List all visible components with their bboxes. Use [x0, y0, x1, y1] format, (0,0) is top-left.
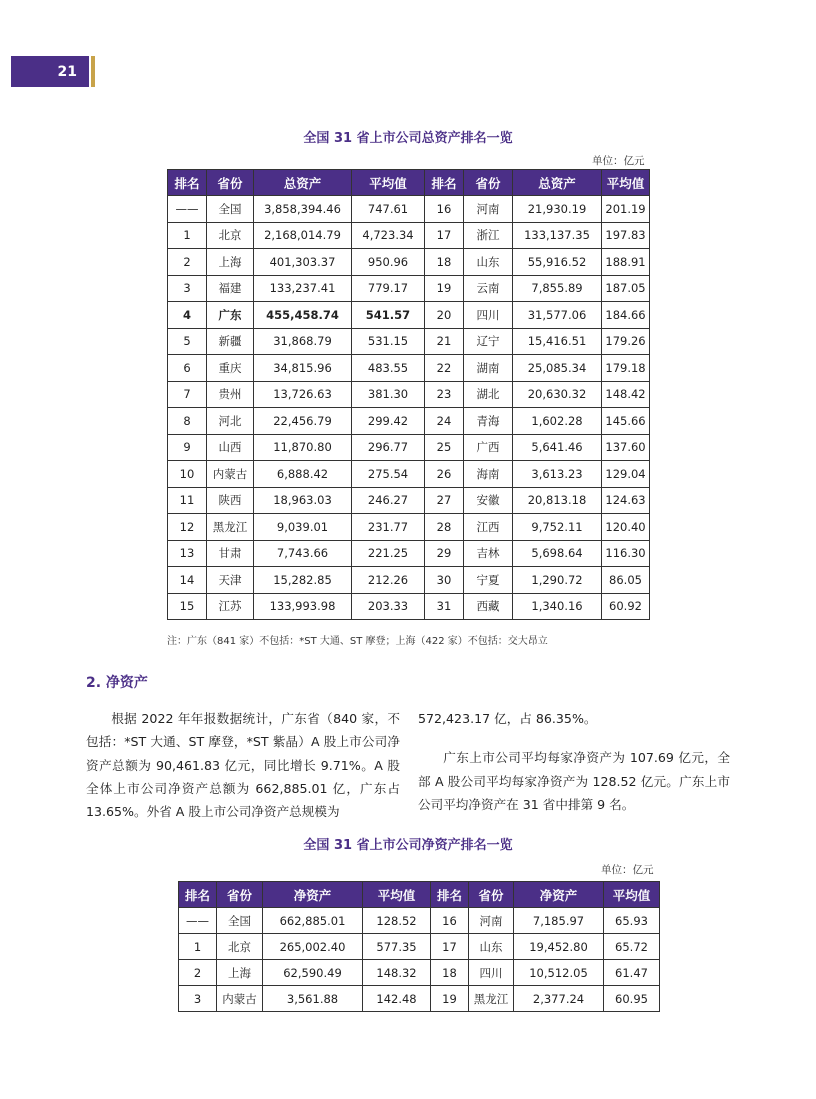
table-cell: 12	[168, 514, 207, 541]
table-cell: 275.54	[352, 461, 425, 488]
table-cell: 吉林	[464, 540, 513, 567]
table-cell: 128.52	[363, 908, 431, 934]
table-cell: 2,168,014.79	[254, 222, 352, 249]
table-cell: 8	[168, 408, 207, 435]
table-cell: 31,868.79	[254, 328, 352, 355]
table-cell: 18	[431, 960, 469, 986]
table-cell: 201.19	[602, 196, 650, 223]
table-cell: 133,237.41	[254, 275, 352, 302]
table-cell: 187.05	[602, 275, 650, 302]
table-row	[168, 461, 650, 488]
table-cell: 22,456.79	[254, 408, 352, 435]
table-cell: 65.93	[604, 908, 660, 934]
total-assets-table	[167, 169, 650, 620]
table-cell: 21,930.19	[513, 196, 602, 223]
table-cell: 重庆	[207, 355, 254, 382]
table-cell: 9	[168, 434, 207, 461]
col-header-net-assets: 净资产	[514, 882, 604, 908]
table-cell: 25,085.34	[513, 355, 602, 382]
table-cell: 23	[425, 381, 464, 408]
body-paragraph-1: 根据 2022 年年报数据统计，广东省（840 家，不包括：*ST 大通、ST 摩登，*ST 紫晶）A 股上市公司净资产总额为 90,461.83 亿元，同比增长 9.71%。A 股全体上市公司净资产总额为 662,885.01 亿，广东占 13.65%。外省 A 股上市公司净资产总规模为	[86, 711, 400, 820]
table-cell: 16	[431, 908, 469, 934]
table-cell: 455,458.74	[254, 302, 352, 329]
table-cell: 9,752.11	[513, 514, 602, 541]
table-cell: 14	[168, 567, 207, 594]
table-row	[168, 355, 650, 382]
table-cell: 10,512.05	[514, 960, 604, 986]
table-cell: 22	[425, 355, 464, 382]
table-cell: 四川	[464, 302, 513, 329]
table-cell: 4	[168, 302, 207, 329]
table-cell: 1	[168, 222, 207, 249]
table-cell: 1	[179, 934, 217, 960]
table1-note: 注：广东（841 家）不包括：*ST 大通、ST 摩登；上海（422 家）不包括：交大昂立	[167, 636, 548, 647]
table-cell: 上海	[217, 960, 263, 986]
table-cell: 20	[425, 302, 464, 329]
col-header-province: 省份	[469, 882, 514, 908]
table-cell: 山东	[469, 934, 514, 960]
table-cell: 浙江	[464, 222, 513, 249]
table-cell: 18,963.03	[254, 487, 352, 514]
body-right-column	[418, 707, 730, 816]
table-cell: 179.26	[602, 328, 650, 355]
page-number-tab	[11, 56, 89, 87]
table-cell: 381.30	[352, 381, 425, 408]
table-cell: 779.17	[352, 275, 425, 302]
table-cell: 29	[425, 540, 464, 567]
table-cell: 7,743.66	[254, 540, 352, 567]
col-header-average: 平均值	[352, 170, 425, 196]
table-cell: 西藏	[464, 593, 513, 620]
col-header-province: 省份	[217, 882, 263, 908]
col-header-average: 平均值	[604, 882, 660, 908]
table-cell: 辽宁	[464, 328, 513, 355]
table-cell: 河北	[207, 408, 254, 435]
table-cell: 云南	[464, 275, 513, 302]
table-cell: 483.55	[352, 355, 425, 382]
table-cell: 2	[168, 249, 207, 276]
table-cell: 531.15	[352, 328, 425, 355]
table-row	[168, 196, 650, 223]
table-cell: 34,815.96	[254, 355, 352, 382]
col-header-rank: 排名	[168, 170, 207, 196]
table-cell: 17	[431, 934, 469, 960]
table-cell: 231.77	[352, 514, 425, 541]
table-cell: 15,416.51	[513, 328, 602, 355]
table-cell: 86.05	[602, 567, 650, 594]
table-cell: 广东	[207, 302, 254, 329]
table-cell: 全国	[217, 908, 263, 934]
table-cell: 116.30	[602, 540, 650, 567]
table-cell: 577.35	[363, 934, 431, 960]
table-cell: 148.42	[602, 381, 650, 408]
table-header-row	[168, 170, 650, 196]
table-cell: 宁夏	[464, 567, 513, 594]
table-cell: 148.32	[363, 960, 431, 986]
table-cell: 60.92	[602, 593, 650, 620]
page-tab-accent	[91, 56, 95, 87]
table-cell: 北京	[207, 222, 254, 249]
table-row	[168, 434, 650, 461]
table-cell: 299.42	[352, 408, 425, 435]
table-row	[168, 514, 650, 541]
table-cell: 甘肃	[207, 540, 254, 567]
table-row	[168, 593, 650, 620]
table-cell: 133,993.98	[254, 593, 352, 620]
table-cell: 221.25	[352, 540, 425, 567]
table-cell: 120.40	[602, 514, 650, 541]
body-left-column	[86, 707, 400, 823]
table-cell: 18	[425, 249, 464, 276]
table1-title: 全国 31 省上市公司总资产排名一览	[303, 131, 513, 146]
table-cell: 3	[168, 275, 207, 302]
body-paragraph-2: 广东上市公司平均每家净资产为 107.69 亿元，全部 A 股公司平均每家净资产为 128.52 亿元。广东上市公司平均净资产在 31 省中排第 9 名。	[418, 750, 730, 812]
table-cell: 10	[168, 461, 207, 488]
table-row	[179, 934, 660, 960]
table-row	[168, 275, 650, 302]
table-cell: 5,698.64	[513, 540, 602, 567]
table-cell: 62,590.49	[263, 960, 363, 986]
table-cell: 24	[425, 408, 464, 435]
table-cell: 13	[168, 540, 207, 567]
table-cell: 20,630.32	[513, 381, 602, 408]
table-cell: 65.72	[604, 934, 660, 960]
table-cell: 广西	[464, 434, 513, 461]
table-cell: 246.27	[352, 487, 425, 514]
table-cell: 179.18	[602, 355, 650, 382]
table-cell: 17	[425, 222, 464, 249]
table-cell: 2,377.24	[514, 986, 604, 1012]
col-header-total-assets: 总资产	[513, 170, 602, 196]
table-row	[168, 302, 650, 329]
table-cell: 20,813.18	[513, 487, 602, 514]
table-row	[179, 986, 660, 1012]
table-cell: 133,137.35	[513, 222, 602, 249]
table1-unit: 单位：亿元	[592, 155, 645, 167]
table-cell: 河南	[469, 908, 514, 934]
col-header-rank: 排名	[425, 170, 464, 196]
table-cell: 7,855.89	[513, 275, 602, 302]
table-cell: 1,290.72	[513, 567, 602, 594]
table-cell: 15,282.85	[254, 567, 352, 594]
table-cell: 19	[431, 986, 469, 1012]
table-cell: 541.57	[352, 302, 425, 329]
table-cell: 27	[425, 487, 464, 514]
table-cell: 福建	[207, 275, 254, 302]
col-header-province: 省份	[464, 170, 513, 196]
table-cell: 203.33	[352, 593, 425, 620]
table-cell: 26	[425, 461, 464, 488]
table-row	[168, 540, 650, 567]
table-cell: 950.96	[352, 249, 425, 276]
table-cell: 25	[425, 434, 464, 461]
table-cell: 5,641.46	[513, 434, 602, 461]
table-cell: 19,452.80	[514, 934, 604, 960]
col-header-net-assets: 净资产	[263, 882, 363, 908]
table-header-row	[179, 882, 660, 908]
table-cell: 30	[425, 567, 464, 594]
table-cell: 16	[425, 196, 464, 223]
table-cell: 61.47	[604, 960, 660, 986]
table-cell: 137.60	[602, 434, 650, 461]
table-cell: 安徽	[464, 487, 513, 514]
table-cell: 1,340.16	[513, 593, 602, 620]
table-row	[179, 908, 660, 934]
table2-title: 全国 31 省上市公司净资产排名一览	[303, 838, 513, 853]
table-cell: 湖北	[464, 381, 513, 408]
table-cell: 青海	[464, 408, 513, 435]
col-header-province: 省份	[207, 170, 254, 196]
col-header-average: 平均值	[363, 882, 431, 908]
table-cell: 7,185.97	[514, 908, 604, 934]
table-cell: 山西	[207, 434, 254, 461]
table-cell: 747.61	[352, 196, 425, 223]
table-cell: 贵州	[207, 381, 254, 408]
table-cell: 1,602.28	[513, 408, 602, 435]
table-cell: 7	[168, 381, 207, 408]
table-cell: 山东	[464, 249, 513, 276]
table-row	[168, 567, 650, 594]
table-cell: 197.83	[602, 222, 650, 249]
table-row	[168, 222, 650, 249]
table-cell: 129.04	[602, 461, 650, 488]
col-header-rank: 排名	[431, 882, 469, 908]
table-cell: 265,002.40	[263, 934, 363, 960]
table-cell: 9,039.01	[254, 514, 352, 541]
table-cell: 黑龙江	[207, 514, 254, 541]
table-cell: 四川	[469, 960, 514, 986]
table-cell: 31	[425, 593, 464, 620]
table-cell: 19	[425, 275, 464, 302]
table-cell: 124.63	[602, 487, 650, 514]
table-row	[168, 249, 650, 276]
table-cell: 401,303.37	[254, 249, 352, 276]
page-number: 21	[57, 63, 77, 80]
table-cell: 15	[168, 593, 207, 620]
table-cell: 黑龙江	[469, 986, 514, 1012]
table-cell: 662,885.01	[263, 908, 363, 934]
table-cell: 31,577.06	[513, 302, 602, 329]
table-cell: 3	[179, 986, 217, 1012]
table-cell: 21	[425, 328, 464, 355]
table-cell: 6,888.42	[254, 461, 352, 488]
table-cell: 2	[179, 960, 217, 986]
table-cell: 陕西	[207, 487, 254, 514]
table-cell: 55,916.52	[513, 249, 602, 276]
table-cell: 3,561.88	[263, 986, 363, 1012]
section-title: 2. 净资产	[86, 675, 148, 691]
table-row	[168, 328, 650, 355]
table-cell: ——	[179, 908, 217, 934]
table2-unit: 单位：亿元	[601, 864, 654, 876]
col-header-average: 平均值	[602, 170, 650, 196]
table-cell: 142.48	[363, 986, 431, 1012]
net-assets-table	[178, 881, 660, 1012]
body-paragraph-1-cont: 572,423.17 亿，占 86.35%。	[418, 711, 597, 726]
table-cell: 3,613.23	[513, 461, 602, 488]
table-cell: 海南	[464, 461, 513, 488]
table-cell: 北京	[217, 934, 263, 960]
table-cell: 上海	[207, 249, 254, 276]
col-header-total-assets: 总资产	[254, 170, 352, 196]
table-cell: 内蒙古	[217, 986, 263, 1012]
table-cell: 145.66	[602, 408, 650, 435]
table-cell: 13,726.63	[254, 381, 352, 408]
table-cell: 新疆	[207, 328, 254, 355]
table-cell: 江苏	[207, 593, 254, 620]
table-cell: ——	[168, 196, 207, 223]
col-header-rank: 排名	[179, 882, 217, 908]
table-row	[168, 408, 650, 435]
table-cell: 11,870.80	[254, 434, 352, 461]
table-cell: 5	[168, 328, 207, 355]
table-cell: 212.26	[352, 567, 425, 594]
table-cell: 6	[168, 355, 207, 382]
table-cell: 296.77	[352, 434, 425, 461]
table-cell: 188.91	[602, 249, 650, 276]
table-cell: 天津	[207, 567, 254, 594]
table-cell: 4,723.34	[352, 222, 425, 249]
table-cell: 3,858,394.46	[254, 196, 352, 223]
table-row	[179, 960, 660, 986]
table-cell: 184.66	[602, 302, 650, 329]
table-row	[168, 381, 650, 408]
table-cell: 湖南	[464, 355, 513, 382]
table-cell: 全国	[207, 196, 254, 223]
table-cell: 60.95	[604, 986, 660, 1012]
table-cell: 河南	[464, 196, 513, 223]
table-cell: 28	[425, 514, 464, 541]
table-cell: 内蒙古	[207, 461, 254, 488]
table-cell: 11	[168, 487, 207, 514]
table-cell: 江西	[464, 514, 513, 541]
table-row	[168, 487, 650, 514]
